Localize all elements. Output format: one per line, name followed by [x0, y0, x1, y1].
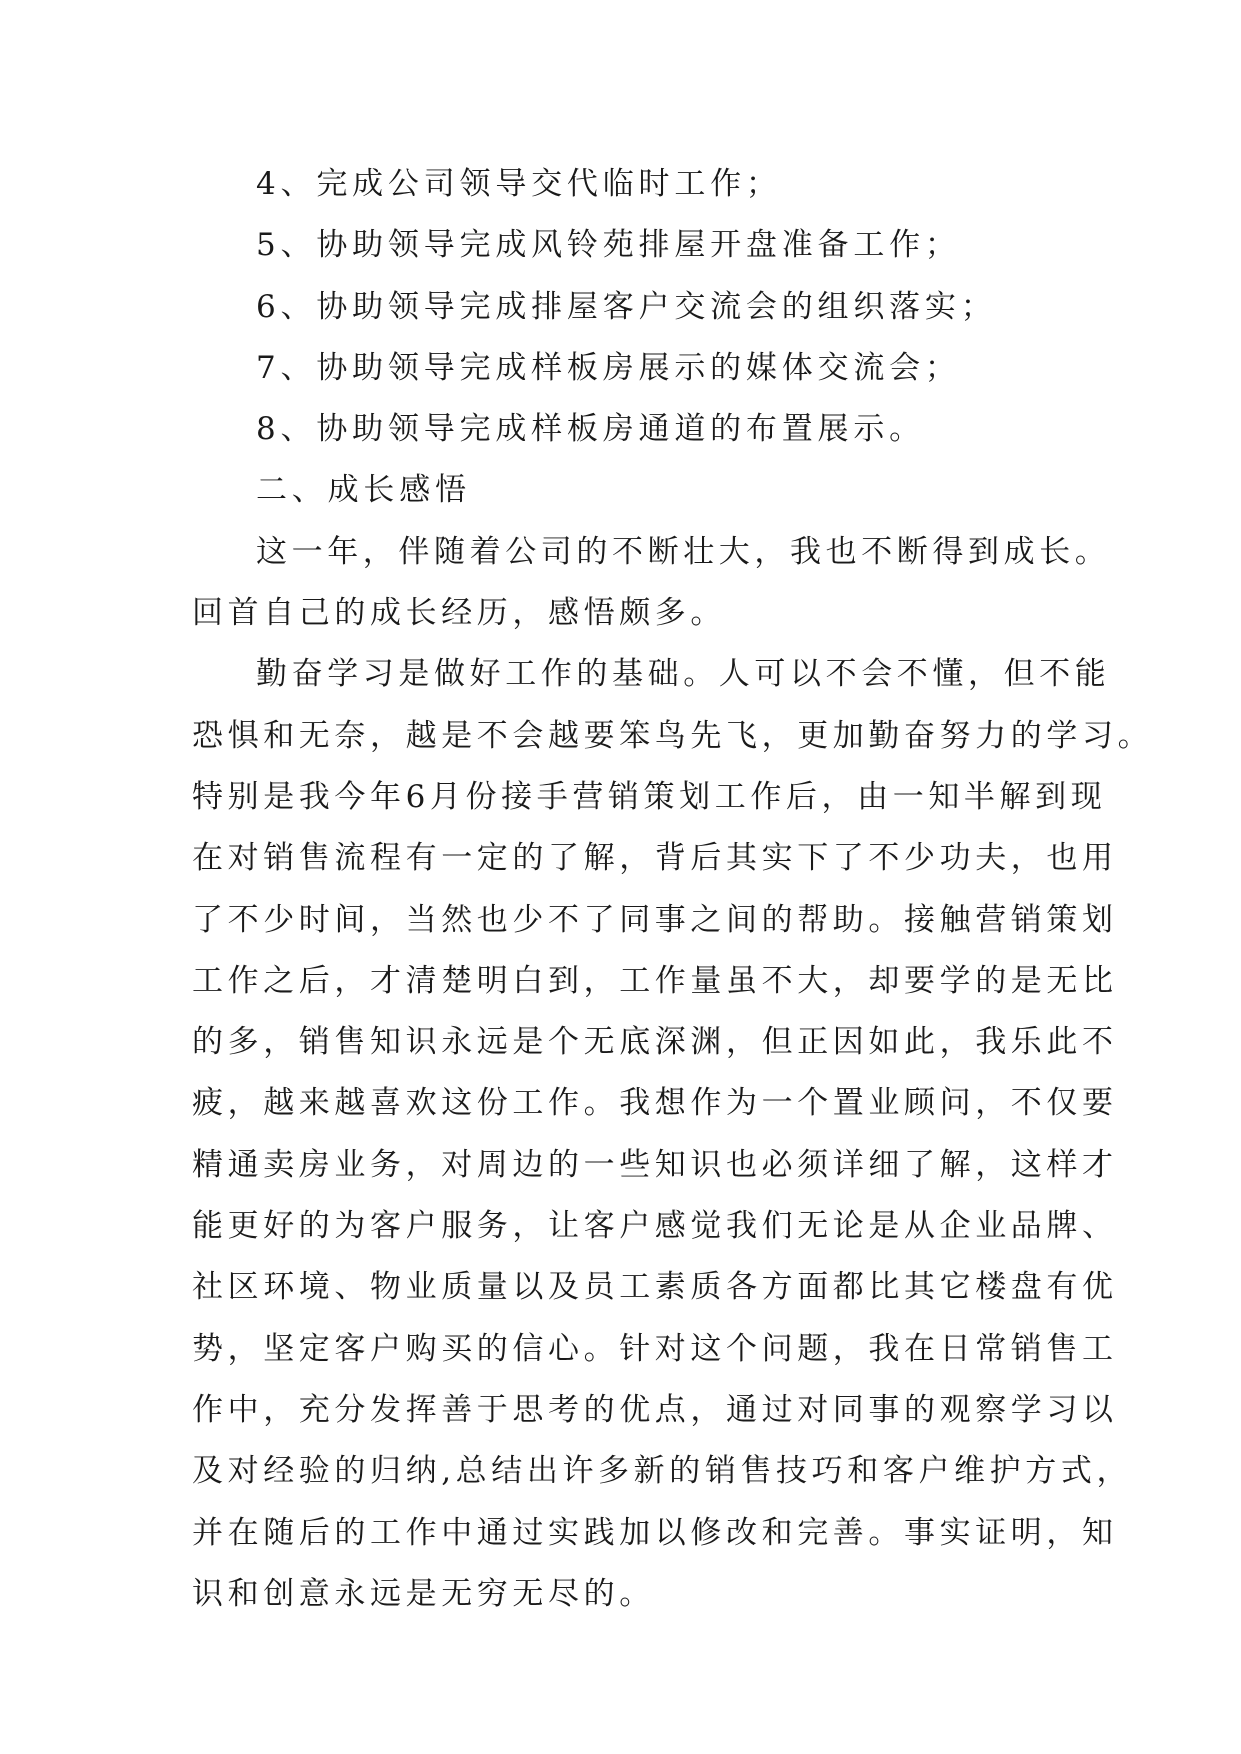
list-item: 6、协助领导完成排屋客户交流会的组织落实；: [256, 288, 997, 325]
paragraph-line: 作中，充分发挥善于思考的优点，通过对同事的观察学习以: [192, 1391, 1118, 1428]
paragraph-line: 识和创意永远是无穷无尽的。: [192, 1575, 655, 1612]
section-heading: 二、成长感悟: [256, 472, 471, 509]
paragraph-2: [192, 644, 1154, 1625]
paragraph-line: 特别是我今年6月份接手营销策划工作后，由一知半解到现: [192, 778, 1107, 815]
list-item: 7、协助领导完成样板房展示的媒体交流会；: [256, 349, 961, 386]
paragraph-line: 的多，销售知识永远是个无底深渊，但正因如此，我乐此不: [192, 1024, 1118, 1061]
paragraph-line: 恐惧和无奈，越是不会越要笨鸟先飞，更加勤奋努力的学习。: [192, 717, 1154, 754]
paragraph-line: 了不少时间，当然也少不了同事之间的帮助。接触营销策划: [192, 901, 1118, 938]
paragraph-line: 并在随后的工作中通过实践加以修改和完善。事实证明，知: [192, 1514, 1118, 1551]
document-body: [192, 154, 1154, 1625]
paragraph-line: 及对经验的归纳,总结出许多新的销售技巧和客户维护方式，: [192, 1453, 1133, 1490]
paragraph-line: 回首自己的成长经历，感悟颇多。: [192, 595, 726, 632]
paragraph-line: 这一年，伴随着公司的不断壮大，我也不断得到成长。: [256, 533, 1111, 570]
paragraph-line: 社区环境、物业质量以及员工素质各方面都比其它楼盘有优: [192, 1269, 1118, 1306]
paragraph-1: [192, 522, 1111, 645]
list-item: 4、完成公司领导交代临时工作；: [256, 166, 782, 202]
paragraph-line: 勤奋学习是做好工作的基础。人可以不会不懂，但不能: [256, 656, 1111, 693]
paragraph-line: 在对销售流程有一定的了解，背后其实下了不少功夫，也用: [192, 840, 1118, 877]
list-item: 5、协助领导完成风铃苑排屋开盘准备工作；: [256, 227, 961, 264]
paragraph-line: 势，坚定客户购买的信心。针对这个问题，我在日常销售工: [192, 1330, 1118, 1367]
paragraph-line: 疲，越来越喜欢这份工作。我想作为一个置业顾问，不仅要: [192, 1085, 1118, 1122]
paragraph-line: 精通卖房业务，对周边的一些知识也必须详细了解，这样才: [192, 1146, 1118, 1183]
list-item: 8、协助领导完成样板房通道的布置展示。: [256, 411, 925, 448]
paragraph-line: 能更好的为客户服务，让客户感觉我们无论是从企业品牌、: [192, 1208, 1118, 1245]
paragraph-line: 工作之后，才清楚明白到，工作量虽不大，却要学的是无比: [192, 962, 1118, 999]
